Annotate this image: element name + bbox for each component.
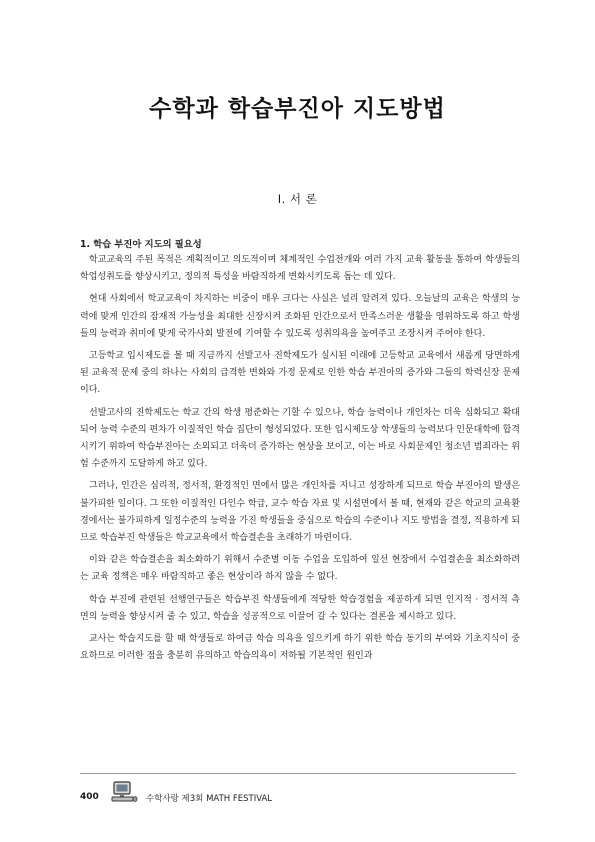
page-number: 400	[80, 792, 99, 802]
footer-divider	[80, 773, 516, 774]
document-title: 수학과 학습부진아 지도방법	[149, 96, 446, 122]
body-text	[80, 252, 520, 670]
paragraph: 선발고사의 진학제도는 학교 간의 학생 평준화는 기할 수 있으나, 학습 능력이나 개인차는 더욱 심화되고 확대되어 능력 수준의 편차가 이질적인 학습 집단이 형성되었다. 또한 입시제도상 학생들의 능력보다 인문대학에 합격시키기 위하여 학습부진아는 소외되고 더욱더 증가하는 현상을 보이고, 이는 바로 사회문제인 청소년 범죄라는 위험 수준까지 도달하게 하고 있다.	[80, 407, 520, 470]
chapter-heading: I. 서 론	[277, 192, 318, 206]
paragraph: 학습 부진에 관련된 선행연구들은 학습부진 학생들에게 적당한 학습경험을 제공하게 되면 인지적 · 정서적 측면의 능력을 향상시켜 줄 수 있고, 학습을 성공적으로 이끌어 갈 수 있다는 결론을 제시하고 있다.	[80, 594, 520, 622]
paragraph: 학교교육의 주된 목적은 계획적이고 의도적이며 체계적인 수업전개와 여러 가지 교육 활동을 통하여 학생들의 학업성취도를 향상시키고, 정의적 특성을 바람직하게 변화시키도록 돕는 데 있다.	[80, 255, 520, 283]
paragraph: 고등학교 입시제도를 볼 때 지금까지 선발고사 진학제도가 실시된 이래에 고등학교 교육에서 새롭게 당면하게 된 교육적 문제 중의 하나는 사회의 급격한 변화와 가정 문제로 인한 학습 부진아의 증가와 그들의 학력신장 문제이다.	[80, 351, 520, 396]
paragraph: 그러나, 인간은 심리적, 정서적, 환경적인 면에서 많은 개인차를 지니고 성장하게 되므로 학습 부진아의 발생은 불가피한 일이다. 그 또한 이질적인 다인수 학급, 교수 학습 자료 및 시설면에서 볼 때, 현재와 같은 학교의 교육환경에서는 불가피하게 일정수준의 능력을 가진 학생들을 중심으로 학습의 수준이나 지도 방법을 결정, 적용하게 되므로 학습부진 학생들은 학교교육에서 학습결손을 초래하기 마련이다.	[80, 481, 520, 544]
paragraph: 교사는 학습지도를 할 때 학생들로 하여금 학습 의욕을 일으키게 하기 위한 학습 동기의 부여와 기초지식이 중요하므로 이러한 점을 충분히 유의하고 학습의욕이 저하될 기본적인 원인과	[80, 634, 520, 662]
section-heading: 1. 학습 부진아 지도의 필요성	[80, 239, 202, 250]
footer-publication: 수학사랑 제3회 MATH FESTIVAL	[146, 794, 273, 804]
computer-icon	[110, 780, 138, 804]
paragraph: 이와 같은 학습결손을 최소화하기 위해서 수준별 이동 수업을 도입하여 일선 현장에서 수업결손을 최소화하려는 교육 정책은 매우 바람직하고 좋은 현상이라 하지 않을 수 없다.	[80, 555, 520, 583]
paragraph: 현대 사회에서 학교교육이 차지하는 비중이 매우 크다는 사실은 널리 알려져 있다. 오늘날의 교육은 학생의 능력에 맞게 인간의 잠재적 가능성을 최대한 신장시켜 조화된 인간으로서 만족스러운 생활을 영위하도록 하고 학생들의 능력과 취미에 맞게 국가사회 발전에 기여할 수 있도록 성취의욕을 높여주고 조장시켜 주어야 한다.	[80, 294, 520, 339]
